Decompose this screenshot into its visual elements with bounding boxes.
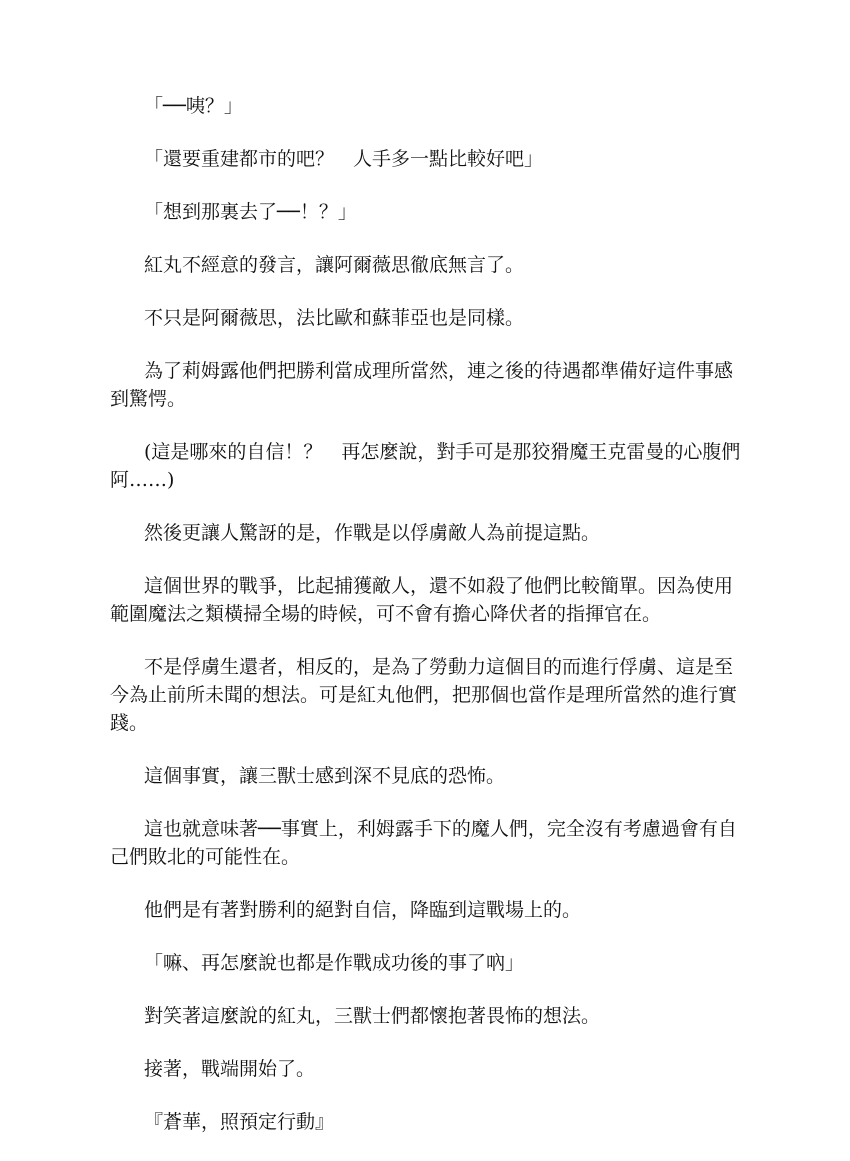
paragraph: 為了莉姆露他們把勝利當成理所當然，連之後的待遇都準備好這件事感到驚愕。	[110, 360, 734, 410]
paragraph: 這個事實，讓三獸士感到深不見底的恐怖。	[144, 765, 506, 787]
paragraph: 『蒼華，照預定行動』	[144, 1111, 335, 1133]
paragraph: 紅丸不經意的發言，讓阿爾薇思徹底無言了。	[144, 254, 525, 276]
paragraph: 對笑著這麼說的紅丸，三獸士們都懷抱著畏怖的想法。	[144, 1005, 601, 1027]
paragraph: 不是俘虜生還者，相反的，是為了勞動力這個目的而進行俘虜、這是至今為止前所未聞的想法。可是紅丸他們，把那個也當作是理所當然的進行實踐。	[110, 656, 738, 734]
paragraph: 接著，戰端開始了。	[144, 1058, 316, 1080]
paragraph: 「還要重建都市的吧？ 人手多一點比較好吧」	[144, 148, 544, 170]
paragraph: 「想到那裏去了──！？」	[144, 201, 357, 223]
document-body	[110, 92, 742, 1161]
paragraph: (這是哪來的自信！？ 再怎麼說，對手可是那狡猾魔王克雷曼的心腹們阿……)	[110, 441, 741, 491]
paragraph: 這也就意味著──事實上，利姆露手下的魔人們，完全沒有考慮過會有自己們敗北的可能性在。	[110, 818, 737, 868]
paragraph: 這個世界的戰爭，比起捕獲敵人，還不如殺了他們比較簡單。因為使用範圍魔法之類橫掃全場的時候，可不會有擔心降伏者的指揮官在。	[110, 575, 734, 625]
paragraph: 「嘛、再怎麼說也都是作戰成功後的事了吶」	[144, 952, 525, 974]
paragraph: 他們是有著對勝利的絕對自信，降臨到這戰場上的。	[144, 899, 582, 921]
paragraph: 然後更讓人驚訝的是，作戰是以俘虜敵人為前提這點。	[144, 522, 601, 544]
paragraph: 不只是阿爾薇思，法比歐和蘇菲亞也是同樣。	[144, 307, 525, 329]
paragraph: 「──咦？」	[144, 95, 243, 117]
